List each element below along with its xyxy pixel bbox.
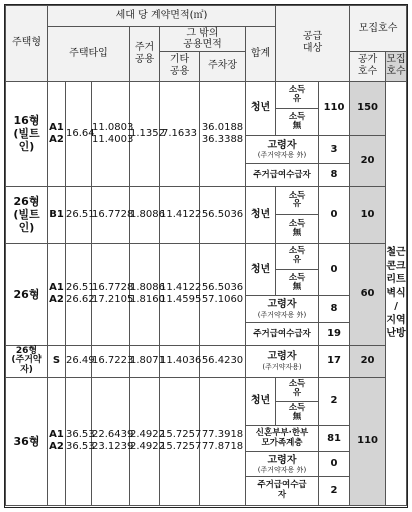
row26b-youth: 청년 [246, 186, 276, 243]
row16-benefit-value: 8 [319, 163, 350, 186]
row36-benefit-value: 2 [319, 477, 350, 506]
header-housing-type: 주택타입 [48, 26, 130, 81]
row36-recruit: 110 [350, 377, 386, 505]
row16-youth-value: 110 [319, 81, 350, 136]
row36-benefit: 주거급여수급 자 [246, 477, 319, 506]
row26-kinds: A1 A2 [48, 243, 66, 345]
header-total: 합계 [246, 26, 276, 81]
row16-elderly-value: 3 [319, 136, 350, 163]
row26-income-yes: 소득 유 [276, 243, 319, 269]
row16-tot: 36.0188 36.3388 [200, 81, 246, 186]
row26-res: 16.7728 17.2105 [92, 243, 130, 345]
row36-elderly-value: 0 [319, 452, 350, 477]
row26s-type: 26형 (주거약자) [6, 345, 48, 377]
header-residential-shared: 주거 공용 [130, 26, 160, 81]
row26-park: 11.4122 11.4595 [160, 243, 200, 345]
row26b-res: 16.7728 [92, 186, 130, 243]
row36-income-no: 소득 無 [276, 401, 319, 425]
row26b-kinds: B1 [48, 186, 66, 243]
row16-youth: 청년 [246, 81, 276, 136]
row16-recruit-youth: 150 [350, 81, 386, 136]
row36-kinds: A1 A2 [48, 377, 66, 505]
header-supply-target: 공급 대상 [276, 6, 350, 82]
row26b-park: 11.4122 [160, 186, 200, 243]
row26-elderly: 고령자 (주거약자용 外) [246, 296, 319, 322]
supply-table [5, 5, 407, 506]
row36-ex: 36.53 36.53 [66, 377, 92, 505]
row26b-income-yes: 소득 유 [276, 186, 319, 214]
row26s-oth: 1.8071 [130, 345, 160, 377]
row16-ex: 16.64 [66, 81, 92, 186]
row26b-oth: 1.8086 [130, 186, 160, 243]
row26-type: 26형 [6, 243, 48, 345]
row26s-res: 16.7223 [92, 345, 130, 377]
row26b-ex: 26.51 [66, 186, 92, 243]
row26-ex: 26.51 26.62 [66, 243, 92, 345]
row26b-tot: 56.5036 [200, 186, 246, 243]
row26s-ex: 26.49 [66, 345, 92, 377]
row16-park: 7.1633 [160, 81, 200, 186]
header-other-shared: 기타 공용 [160, 52, 200, 82]
row26-benefit-value: 19 [319, 322, 350, 345]
header-parking: 주차장 [200, 52, 246, 82]
row36-res: 22.6439 23.1239 [92, 377, 130, 505]
header-recruit-units: 모집 호수 [386, 52, 407, 82]
header-supply-units: 공가 호수 [350, 52, 386, 82]
row36-park: 15.7257 15.7257 [160, 377, 200, 505]
row16-recruit-rest: 20 [350, 136, 386, 186]
row26b-type: 26형 (빌트인) [6, 186, 48, 243]
row26b-recruit: 10 [350, 186, 386, 243]
row26-youth: 청년 [246, 243, 276, 296]
row16-oth: 1.1352 [130, 81, 160, 186]
row36-newlywed: 신혼부부·한부 모가족계층 [246, 425, 319, 451]
row26b-income-no: 소득 無 [276, 215, 319, 243]
row36-newlywed-value: 81 [319, 425, 350, 451]
row16-income-yes: 소득 유 [276, 81, 319, 108]
header-other-shared-group: 그 밖의 공용면적 [160, 26, 246, 51]
row16-kinds: A1 A2 [48, 81, 66, 186]
row26-income-no: 소득 無 [276, 270, 319, 296]
header-type: 주택형 [6, 6, 48, 82]
row26s-recruit: 20 [350, 345, 386, 377]
supply-table-frame [4, 4, 408, 508]
row26s-elderly-value: 17 [319, 345, 350, 377]
row26s-tot: 56.4230 [200, 345, 246, 377]
row36-tot: 77.3918 77.8718 [200, 377, 246, 505]
row26-youth-value: 0 [319, 243, 350, 296]
header-area-group: 세대 당 계약면적(㎡) [48, 6, 276, 27]
row36-youth-value: 2 [319, 377, 350, 425]
row16-benefit: 주거급여수급자 [246, 163, 319, 186]
row26-elderly-value: 8 [319, 296, 350, 322]
row26-recruit: 60 [350, 243, 386, 345]
row26-tot: 56.5036 57.1060 [200, 243, 246, 345]
row16-income-no: 소득 無 [276, 108, 319, 135]
row36-oth: 2.4922 2.4922 [130, 377, 160, 505]
row26s-kinds: S [48, 345, 66, 377]
row36-elderly: 고령자 (주거약자용 外) [246, 452, 319, 477]
row26s-elderly: 고령자 (주거약자용) [246, 345, 319, 377]
row26b-youth-value: 0 [319, 186, 350, 243]
row36-youth: 청년 [246, 377, 276, 425]
row26-oth: 1.8086 1.8160 [130, 243, 160, 345]
row36-type: 36형 [6, 377, 48, 505]
header-recruit-group: 모집호수 [350, 6, 407, 52]
row16-res: 11.0803 11.4003 [92, 81, 130, 186]
row16-type: 16형 (빌트인) [6, 81, 48, 186]
structure-value: 철근 콘크 리트 벽식 / 지역 난방 [386, 81, 407, 505]
row26s-park: 11.4036 [160, 345, 200, 377]
row36-income-yes: 소득 유 [276, 377, 319, 401]
row16-elderly: 고령자 (주거약자용 外) [246, 136, 319, 163]
row26-benefit: 주거급여수급자 [246, 322, 319, 345]
